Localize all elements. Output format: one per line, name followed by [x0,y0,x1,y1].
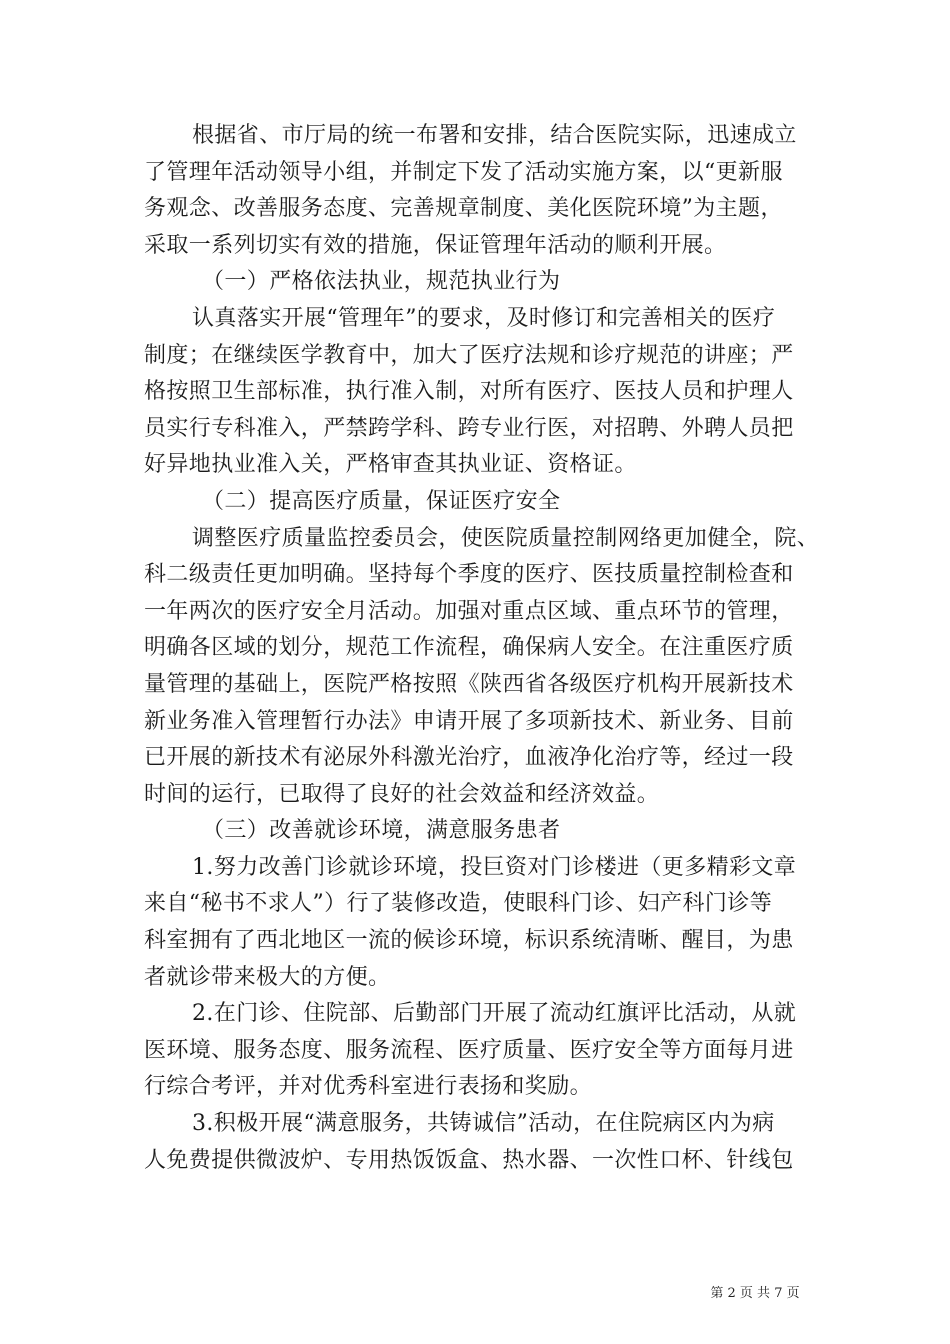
section-heading: （一）严格依法执业，规范执业行为 [202,269,561,295]
text-line: 新业务准入管理暂行办法》申请开展了多项新技术、新业务、目前 [144,708,794,734]
text-line: 采取一系列切实有效的措施，保证管理年活动的顺利开展。 [144,232,727,258]
text-line: 明确各区域的划分，规范工作流程，确保病人安全。在注重医疗质 [144,635,794,661]
text-line: 1.努力改善门诊就诊环境，投巨资对门诊楼进（更多精彩文章 [192,854,797,880]
text-line: 格按照卫生部标准，执行准入制，对所有医疗、医技人员和护理人 [144,379,794,405]
text-line: 务观念、改善服务态度、完善规章制度、美化医院环境”为主题， [144,196,783,222]
text-line: 调整医疗质量监控委员会，使医院质量控制网络更加健全，院、 [192,525,820,551]
page-number: 第 2 页 共 7 页 [710,1286,800,1301]
text-line: 根据省、市厅局的统一布署和安排，结合医院实际，迅速成立 [192,123,797,148]
text-line: 人免费提供微波炉、专用热饭饭盒、热水器、一次性口杯、针线包 [144,1147,794,1173]
text-block [144,118,824,1179]
text-line: 员实行专科准入，严禁跨学科、跨专业行医，对招聘、外聘人员把 [144,415,794,441]
text-line: 已开展的新技术有泌尿外科激光治疗，血液净化治疗等，经过一段 [144,745,794,771]
text-line: 一年两次的医疗安全月活动。加强对重点区域、重点环节的管理， [144,598,794,624]
text-line: 认真落实开展“管理年”的要求，及时修订和完善相关的医疗 [192,305,776,331]
text-line: 者就诊带来极大的方便。 [144,964,391,990]
text-line: 2.在门诊、住院部、后勤部门开展了流动红旗评比活动，从就 [192,1001,797,1027]
text-line: 时间的运行，已取得了良好的社会效益和经济效益。 [144,781,660,807]
text-line: 医环境、服务态度、服务流程、医疗质量、医疗安全等方面每月进 [144,1037,794,1063]
text-line: 3.积极开展“满意服务，共铸诚信”活动，在住院病区内为病 [192,1111,775,1137]
text-line: 来自“秘书不求人”）行了装修改造，使眼科门诊、妇产科门诊等 [144,891,773,917]
section-heading: （二）提高医疗质量，保证医疗安全 [202,488,561,514]
text-line: 了管理年活动领导小组，并制定下发了活动实施方案，以“更新服 [144,159,783,185]
text-line: 科室拥有了西北地区一流的候诊环境，标识系统清晰、醒目，为患 [144,928,794,954]
text-line: 科二级责任更加明确。坚持每个季度的医疗、医技质量控制检查和 [144,562,794,588]
section-heading: （三）改善就诊环境，满意服务患者 [202,818,561,844]
text-line: 行综合考评，并对优秀科室进行表扬和奖励。 [144,1074,593,1100]
text-line: 量管理的基础上，医院严格按照《陕西省各级医疗机构开展新技术 [144,671,794,697]
text-line: 好异地执业准入关，严格审查其执业证、资格证。 [144,452,637,478]
document-body [144,118,824,1179]
text-line: 制度；在继续医学教育中，加大了医疗法规和诊疗规范的讲座；严 [144,342,794,368]
